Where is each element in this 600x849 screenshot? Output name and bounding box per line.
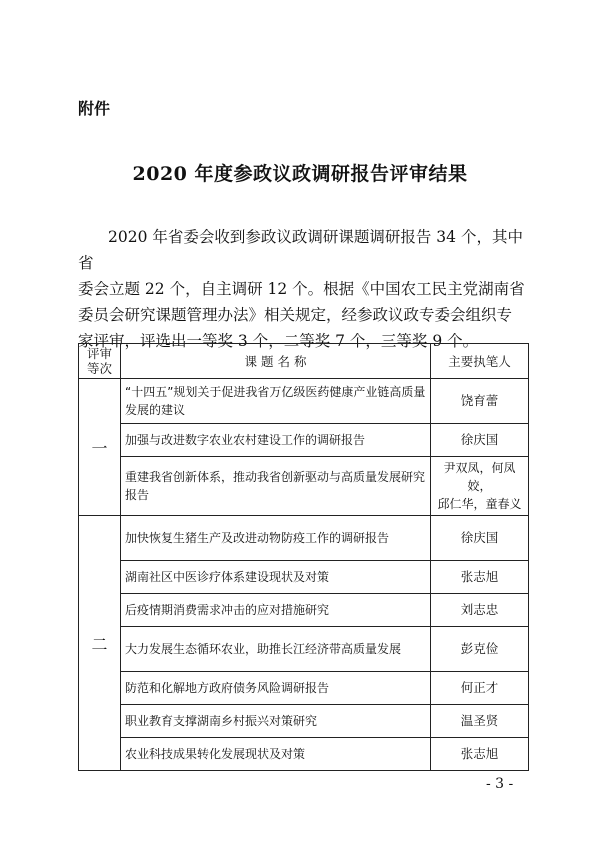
attachment-label: 附件 bbox=[78, 99, 111, 118]
table-row bbox=[79, 424, 529, 457]
row-author: 何正才 bbox=[431, 672, 529, 705]
table-row bbox=[79, 561, 529, 594]
row-author: 彭克俭 bbox=[431, 627, 529, 672]
header-title: 课 题 名 称 bbox=[121, 344, 431, 379]
row-title: 湖南社区中医诊疗体系建设现状及对策 bbox=[121, 561, 431, 594]
row-title: 加快恢复生猪生产及改进动物防疫工作的调研报告 bbox=[121, 516, 431, 561]
grade-cell-second: 二 bbox=[79, 516, 121, 771]
intro-line: 家评审，评选出一等奖 3 个，二等奖 7 个，三等奖 9 个。 bbox=[78, 332, 479, 350]
table-row bbox=[79, 516, 529, 561]
row-title: 大力发展生态循环农业，助推长江经济带高质量发展 bbox=[121, 627, 431, 672]
table-row bbox=[79, 627, 529, 672]
row-author: 徐庆国 bbox=[431, 424, 529, 457]
table-row bbox=[79, 738, 529, 771]
row-author: 张志旭 bbox=[431, 561, 529, 594]
document-title: 2020 年度参政议政调研报告评审结果 bbox=[132, 163, 468, 185]
table-row bbox=[79, 672, 529, 705]
row-title: 防范和化解地方政府债务风险调研报告 bbox=[121, 672, 431, 705]
row-author: 刘志忠 bbox=[431, 594, 529, 627]
header-author: 主要执笔人 bbox=[431, 344, 529, 379]
table-header-row bbox=[79, 344, 529, 379]
row-author: 张志旭 bbox=[431, 738, 529, 771]
row-author: 徐庆国 bbox=[431, 516, 529, 561]
grade-cell-first: 一 bbox=[79, 379, 121, 516]
results-table bbox=[78, 343, 529, 771]
row-title: 职业教育支撑湖南乡村振兴对策研究 bbox=[121, 705, 431, 738]
intro-line: 2020 年省委会收到参政议政调研课题调研报告 34 个，其中省 bbox=[78, 228, 523, 272]
row-title: 重建我省创新体系，推动我省创新驱动与高质量发展研究报告 bbox=[121, 457, 431, 516]
row-title: 加强与改进数字农业农村建设工作的调研报告 bbox=[121, 424, 431, 457]
row-title: “十四五”规划关于促进我省万亿级医药健康产业链高质量发展的建议 bbox=[121, 379, 431, 424]
intro-line: 委员会研究课题管理办法》相关规定，经参政议政专委会组织专 bbox=[78, 306, 513, 324]
header-grade: 评审 等次 bbox=[79, 344, 121, 379]
row-title: 农业科技成果转化发展现状及对策 bbox=[121, 738, 431, 771]
page-number: - 3 - bbox=[486, 776, 514, 792]
row-title: 后疫情期消费需求冲击的应对措施研究 bbox=[121, 594, 431, 627]
table-row bbox=[79, 457, 529, 516]
row-author: 温圣贤 bbox=[431, 705, 529, 738]
row-author: 饶育蕾 bbox=[431, 379, 529, 424]
intro-paragraph bbox=[78, 224, 528, 354]
intro-line: 委会立题 22 个，自主调研 12 个。根据《中国农工民主党湖南省 bbox=[78, 280, 525, 298]
table-row bbox=[79, 705, 529, 738]
row-author: 尹双凤，何凤姣， 邱仁华，童春义 bbox=[431, 457, 529, 516]
table-row bbox=[79, 379, 529, 424]
table-row bbox=[79, 594, 529, 627]
